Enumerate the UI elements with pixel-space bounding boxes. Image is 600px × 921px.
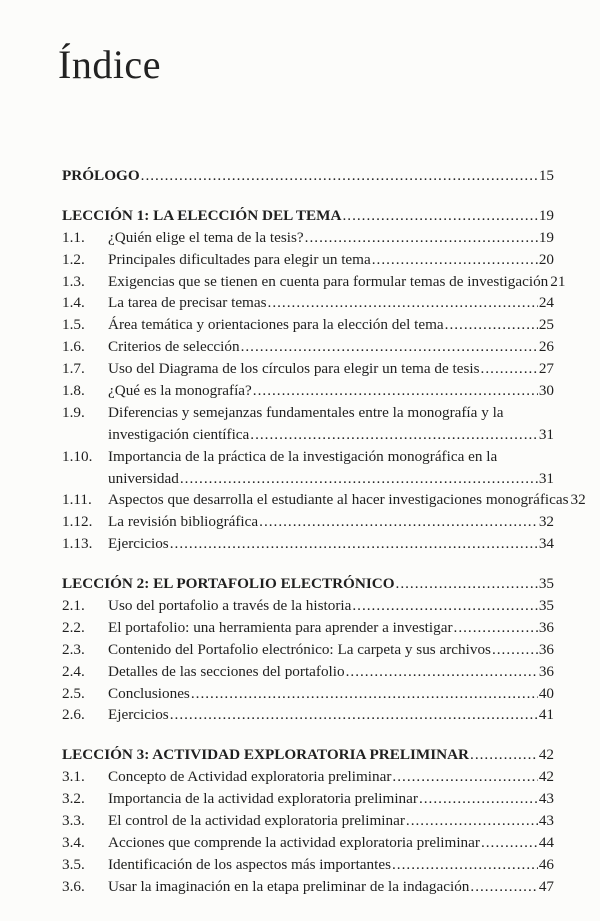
entry-title: Detalles de las secciones del portafolio (108, 662, 345, 680)
toc-entry[interactable] (62, 249, 554, 271)
entry-number: 2.1. (62, 597, 85, 615)
page-number: 30 (538, 382, 554, 400)
entry-body (108, 533, 554, 555)
entry-number: 2.4. (62, 662, 85, 680)
page-number: 31 (538, 469, 554, 487)
toc-heading[interactable] (62, 165, 554, 187)
page-number: 34 (538, 535, 554, 553)
page-number: 15 (538, 167, 554, 184)
toc-entry[interactable] (62, 617, 554, 639)
dot-leader (481, 832, 538, 854)
entry-body (108, 271, 566, 293)
page-number: 32 (538, 513, 554, 531)
page-number: 26 (538, 338, 554, 356)
entry-title: El portafolio: una herramienta para aprender a investigar (108, 618, 453, 636)
dot-leader (470, 876, 537, 898)
entry-body (108, 468, 554, 490)
toc-entry[interactable] (62, 876, 554, 898)
entry-title: ¿Quién elige el tema de la tesis? (108, 228, 304, 246)
entry-body (108, 788, 554, 810)
entry-title: Criterios de selección (108, 338, 240, 356)
toc-entry[interactable] (62, 854, 554, 876)
toc-entry[interactable] (62, 489, 586, 511)
dot-leader (346, 661, 538, 683)
entry-title: investigación científica (108, 425, 250, 443)
toc-heading[interactable] (62, 205, 554, 227)
heading-body (62, 165, 554, 187)
entry-title: universidad (108, 469, 179, 487)
entry-body (108, 446, 554, 468)
dot-leader (268, 292, 538, 314)
heading-text: PRÓLOGO (62, 167, 140, 184)
page-number: 43 (538, 812, 554, 830)
entry-number: 1.3. (62, 272, 85, 290)
toc-section (62, 165, 554, 187)
entry-title: La revisión bibliográfica (108, 513, 259, 531)
page-number: 27 (538, 360, 554, 378)
heading-body (62, 205, 554, 227)
entry-title: Contenido del Portafolio electrónico: La carpeta y sus archivos (108, 640, 491, 658)
page-number: 36 (538, 618, 554, 636)
entry-body (108, 292, 554, 314)
dot-leader (180, 468, 538, 490)
entry-number: 1.2. (62, 250, 85, 268)
entry-body (108, 358, 554, 380)
toc-entry[interactable] (62, 227, 554, 249)
entry-body (108, 876, 554, 898)
toc-entry[interactable] (62, 511, 554, 533)
dot-leader (454, 617, 538, 639)
page-number: 42 (538, 768, 554, 786)
toc-section (62, 744, 554, 897)
toc-entry[interactable] (62, 271, 566, 293)
page-title: Índice (58, 41, 161, 87)
entry-title: Exigencias que se tienen en cuenta para formular temas de investigación (108, 272, 549, 290)
entry-title: Aspectos que desarrolla el estudiante al hacer investigaciones monográficas (108, 491, 569, 509)
entry-body (108, 380, 554, 402)
page-number: 40 (538, 684, 554, 702)
entry-body (108, 314, 554, 336)
page-number: 31 (538, 425, 554, 443)
entry-title: Identificación de los aspectos más importantes (108, 855, 391, 873)
entry-title: Conclusiones (108, 684, 190, 702)
dot-leader (342, 205, 537, 227)
page-number: 44 (538, 833, 554, 851)
toc-heading[interactable] (62, 573, 554, 595)
page-number: 20 (538, 250, 554, 268)
toc-entry[interactable] (62, 424, 554, 446)
toc-section (62, 573, 554, 726)
entry-body (108, 595, 554, 617)
toc-entry[interactable] (62, 766, 554, 788)
entry-body (108, 402, 554, 424)
page-number: 21 (550, 272, 566, 290)
dot-leader (419, 788, 538, 810)
entry-title: Ejercicios (108, 706, 169, 724)
dot-leader (250, 424, 538, 446)
entry-body (108, 336, 554, 358)
toc-heading[interactable] (62, 744, 554, 766)
entry-title: La tarea de precisar temas (108, 294, 267, 312)
entry-number: 2.6. (62, 706, 85, 724)
page-number: 36 (538, 662, 554, 680)
page-number: 41 (538, 706, 554, 724)
table-of-contents (62, 165, 586, 916)
entry-number: 1.6. (62, 338, 85, 356)
toc-entry[interactable] (62, 704, 554, 726)
entry-body (108, 704, 554, 726)
entry-number: 2.5. (62, 684, 85, 702)
dot-leader (372, 249, 538, 271)
entry-number: 1.8. (62, 382, 85, 400)
dot-leader (170, 533, 538, 555)
page-number: 43 (538, 790, 554, 808)
entry-title: Importancia de la práctica de la investigación monográfica en la (108, 447, 498, 465)
toc-entry[interactable] (62, 683, 554, 705)
toc-entry[interactable] (62, 595, 554, 617)
entry-title: Área temática y orientaciones para la elección del tema (108, 316, 444, 334)
toc-entry[interactable] (62, 832, 554, 854)
dot-leader (492, 639, 538, 661)
dot-leader (253, 380, 538, 402)
toc-entry[interactable] (62, 639, 554, 661)
entry-body (108, 766, 554, 788)
entry-title: Uso del Diagrama de los círculos para elegir un tema de tesis (108, 360, 480, 378)
entry-number: 3.5. (62, 855, 85, 873)
entry-body (108, 489, 586, 511)
entry-number: 3.4. (62, 833, 85, 851)
entry-number: 1.5. (62, 316, 85, 334)
page-number: 36 (538, 640, 554, 658)
entry-number: 1.12. (62, 513, 93, 531)
entry-number: 2.3. (62, 640, 85, 658)
heading-body (62, 573, 554, 595)
dot-leader (445, 314, 538, 336)
toc-entry[interactable] (62, 380, 554, 402)
page-number: 19 (538, 206, 554, 224)
entry-body (108, 639, 554, 661)
entry-number: 1.11. (62, 491, 92, 509)
page-number: 32 (570, 491, 586, 509)
toc-entry[interactable] (62, 402, 554, 424)
toc-entry[interactable] (62, 314, 554, 336)
dot-leader (392, 854, 538, 876)
entry-body (108, 683, 554, 705)
heading-body (62, 744, 554, 766)
dot-leader (259, 511, 538, 533)
entry-number: 1.10. (62, 447, 93, 465)
dot-leader (241, 336, 538, 358)
dot-leader (191, 683, 538, 705)
entry-number: 2.2. (62, 618, 85, 636)
page-number: 46 (538, 855, 554, 873)
entry-title: Ejercicios (108, 535, 169, 553)
dot-leader (170, 704, 538, 726)
entry-number: 1.13. (62, 535, 93, 553)
dot-leader (396, 573, 538, 595)
entry-number: 3.1. (62, 768, 85, 786)
entry-title: Uso del portafolio a través de la historia (108, 597, 352, 615)
entry-title: El control de la actividad exploratoria preliminar (108, 812, 405, 830)
entry-number: 1.7. (62, 360, 85, 378)
toc-entry[interactable] (62, 358, 554, 380)
toc-entry[interactable] (62, 292, 554, 314)
heading-text: LECCIÓN 1: LA ELECCIÓN DEL TEMA (62, 206, 342, 224)
dot-leader (141, 165, 538, 187)
entry-body (108, 854, 554, 876)
entry-title: Concepto de Actividad exploratoria preliminar (108, 768, 392, 786)
entry-body (108, 617, 554, 639)
page-number: 25 (538, 316, 554, 334)
toc-entry[interactable] (62, 336, 554, 358)
page-number: 24 (538, 294, 554, 312)
entry-body (108, 227, 554, 249)
entry-body (108, 249, 554, 271)
entry-body (108, 511, 554, 533)
entry-number: 1.1. (62, 228, 85, 246)
toc-section (62, 205, 586, 555)
page-number: 35 (538, 575, 554, 593)
toc-entry[interactable] (62, 810, 554, 832)
dot-leader (481, 358, 538, 380)
toc-entry[interactable] (62, 788, 554, 810)
entry-number: 3.3. (62, 812, 85, 830)
entry-body (108, 810, 554, 832)
heading-text: LECCIÓN 3: ACTIVIDAD EXPLORATORIA PRELIMINAR (62, 746, 470, 764)
entry-title: Usar la imaginación en la etapa preliminar de la indagación (108, 877, 470, 895)
entry-body (108, 424, 554, 446)
entry-body (108, 661, 554, 683)
page-number: 47 (538, 877, 554, 895)
entry-title: Diferencias y semejanzas fundamentales entre la monografía y la (108, 403, 504, 421)
page-number: 42 (538, 746, 554, 764)
entry-number: 3.2. (62, 790, 85, 808)
dot-leader (406, 810, 538, 832)
entry-number: 1.9. (62, 403, 85, 421)
dot-leader (352, 595, 537, 617)
entry-body (108, 832, 554, 854)
toc-entry[interactable] (62, 468, 554, 490)
toc-entry[interactable] (62, 661, 554, 683)
dot-leader (470, 744, 538, 766)
toc-entry[interactable] (62, 446, 554, 468)
page-number: 19 (538, 228, 554, 246)
toc-entry[interactable] (62, 533, 554, 555)
entry-title: ¿Qué es la monografía? (108, 382, 252, 400)
dot-leader (305, 227, 538, 249)
heading-text: LECCIÓN 2: EL PORTAFOLIO ELECTRÓNICO (62, 575, 395, 593)
entry-number: 3.6. (62, 877, 85, 895)
entry-title: Importancia de la actividad exploratoria preliminar (108, 790, 418, 808)
entry-number: 1.4. (62, 294, 85, 312)
page-number: 35 (538, 597, 554, 615)
entry-title: Principales dificultades para elegir un tema (108, 250, 371, 268)
dot-leader (392, 766, 537, 788)
entry-title: Acciones que comprende la actividad exploratoria preliminar (108, 833, 480, 851)
